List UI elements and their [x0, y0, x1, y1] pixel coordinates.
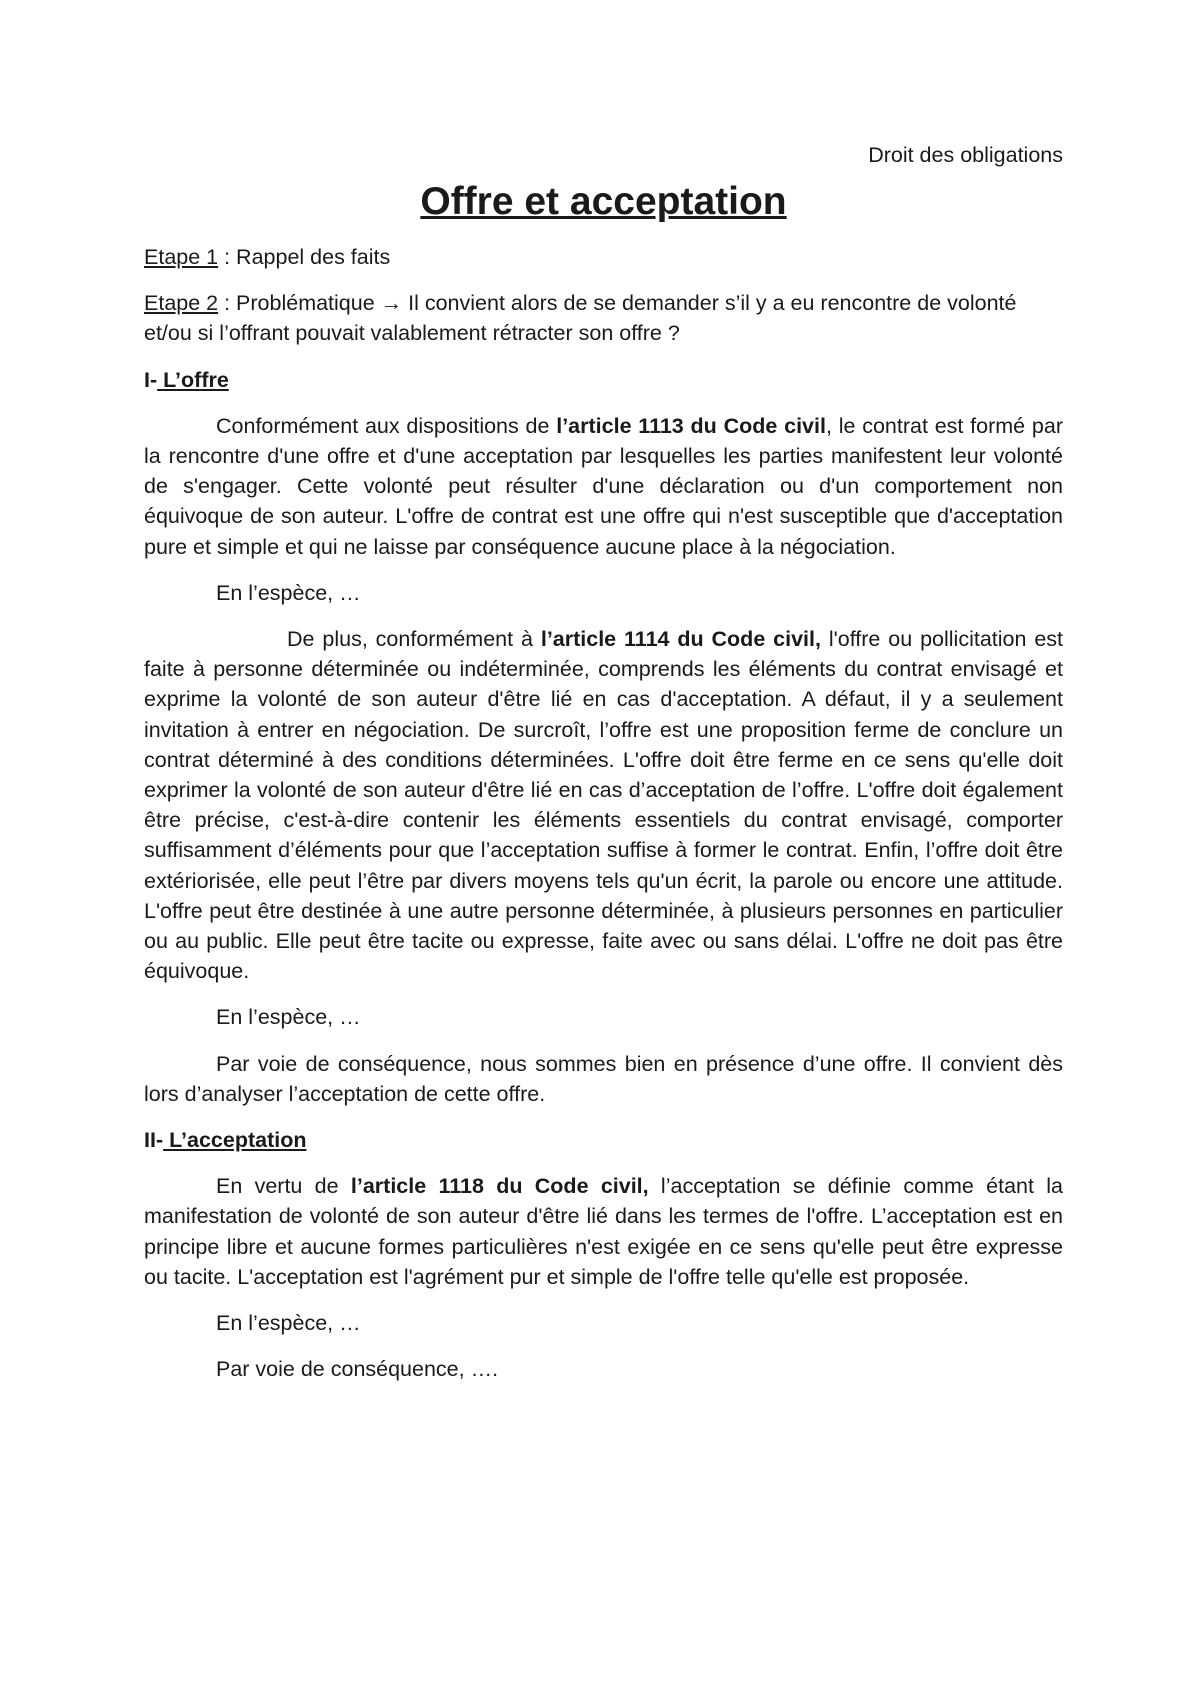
step-2: [144, 288, 1063, 348]
section-1-heading: [144, 365, 1063, 395]
course-name: Droit des obligations: [868, 143, 1063, 167]
step-1-label: Etape 1: [144, 245, 219, 269]
step-2-label: Etape 2: [144, 291, 219, 316]
article-1118-ref: l’article 1118 du Code civil,: [350, 1174, 649, 1199]
article-1113-ref: l’article 1113 du Code civil: [556, 413, 826, 438]
section-1-espece-2: En l’espèce, …: [216, 1005, 361, 1030]
s2p1-after: l’acceptation se définie comme étant la manifestation de volonté de son auteur d'être lié dans les termes de l'offre. L’acceptation est en principe libre et aucune formes particulières n'est exigée en ce sens qu'elle peut être expresse ou tacite. L'acceptation est l'agrément pur et simple de l'offre telle qu'elle est proposée.: [144, 1174, 1064, 1289]
section-2-number: II-: [144, 1128, 164, 1153]
step-2-text: Problématique → Il convient alors de se demander s’il y a eu rencontre de volonté et/ou si l’offrant pouvait valablement rétracter son offre ?: [144, 291, 1017, 346]
step-1: [144, 242, 1063, 272]
section-2-conclusion: Par voie de conséquence, ….: [216, 1357, 499, 1382]
step-1-separator: :: [218, 245, 237, 269]
section-1-conclusion: Par voie de conséquence, nous sommes bien en présence d’une offre. Il convient dès lors d’analyser l’acceptation de cette offre.: [144, 1051, 1063, 1106]
document-title: Offre et acceptation: [420, 180, 787, 223]
document-page: [144, 140, 1063, 1401]
section-1-espece-1: En l’espèce, …: [216, 580, 361, 605]
section-2-heading: [144, 1125, 1063, 1155]
section-1-paragraph-1: [144, 411, 1063, 562]
s1p1-before: Conformément aux dispositions de: [216, 413, 557, 438]
s1p1-after: , le contrat est formé par la rencontre d'une offre et d'une acceptation par lesquelles les parties manifestent leur volonté de s'engager. Cette volonté peut résulter d'une déclaration ou d'un comportement non équivoque de son auteur. L'offre de contrat est une offre qui n'est susceptible que d'acceptation pure et simple et qui ne laisse par conséquence aucune place à la négociation.: [144, 413, 1063, 559]
section-2-title: L’acceptation: [163, 1128, 307, 1153]
s1p2-before: De plus, conformément à: [287, 627, 541, 652]
section-1-paragraph-2: [144, 624, 1063, 986]
section-1-number: I-: [144, 367, 158, 392]
s1p2-after: l'offre ou pollicitation est faite à personne déterminée ou indéterminée, comprends les éléments du contrat envisagé et exprime la volonté de son auteur d'être lié en cas d'acceptation. A défaut, il y a seulement invitation à entrer en négociation. De surcroît, l’offre est une proposition ferme de conclure un contrat déterminé à des conditions déterminées. L'offre doit être ferme en ce sens qu'elle doit exprimer la volonté de son auteur d'être lié en cas d’acceptation de l’offre. L'offre doit également être précise, c'est-à-dire contenir les éléments essentiels du contrat envisagé, comporter suffisamment d’éléments pour que l’acceptation suffise à former le contrat. Enfin, l’offre doit être extériorisée, elle peut l’être par divers moyens tels qu'un écrit, la parole ou encore une attitude. L'offre peut être destinée à une autre personne déterminée, à plusieurs personnes en particulier ou au public. Elle peut être tacite ou expresse, faite avec ou sans délai. L'offre ne doit pas être équivoque.: [144, 627, 1064, 984]
section-2-espece: En l’espèce, …: [216, 1311, 361, 1336]
section-1-title: L’offre: [157, 367, 229, 392]
s2p1-before: En vertu de: [216, 1174, 351, 1199]
article-1114-ref: l’article 1114 du Code civil,: [540, 627, 821, 652]
step-1-text: Rappel des faits: [236, 245, 391, 269]
step-2-separator: :: [218, 291, 237, 316]
section-2-paragraph-1: [144, 1171, 1063, 1292]
